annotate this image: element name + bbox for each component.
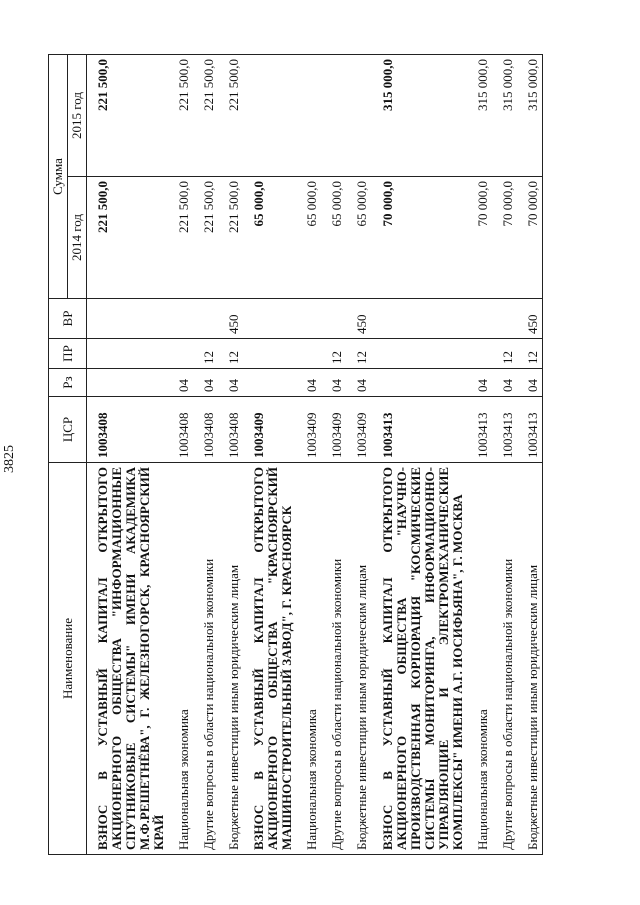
row-csr: 1003409 bbox=[353, 397, 371, 463]
header-pr: ПР bbox=[49, 339, 87, 369]
row-rz: 04 bbox=[225, 369, 243, 397]
row-rz bbox=[94, 369, 168, 397]
row-name: ВЗНОС В УСТАВНЫЙ КАПИТАЛ ОТКРЫТОГО АКЦИОНЕРНОГО ОБЩЕСТВА "ИНФОРМАЦИОННЫЕ СПУТНИКОВЫЕ СИСТЕМЫ" ИМЕНИ АКАДЕМИКА М.Ф.РЕШЕТНЁВА", Г. ЖЕЛЕЗНОГОРСК, КРАСНОЯРСКИЙ КРАЙ bbox=[94, 463, 168, 855]
row-vr bbox=[328, 299, 346, 339]
row-csr: 1003409 bbox=[250, 397, 296, 463]
table-row bbox=[379, 55, 467, 855]
row-name: Другие вопросы в области национальной экономики bbox=[200, 463, 218, 855]
row-csr: 1003413 bbox=[379, 397, 467, 463]
row-vr bbox=[200, 299, 218, 339]
row-name: Национальная экономика bbox=[303, 463, 321, 855]
page-number: 3825 bbox=[2, 445, 17, 473]
header-2015: 2015 год bbox=[68, 55, 87, 177]
table-row bbox=[328, 55, 346, 855]
row-rz bbox=[250, 369, 296, 397]
table-row bbox=[200, 55, 218, 855]
row-vr bbox=[94, 299, 168, 339]
row-2015 bbox=[328, 55, 346, 177]
budget-table bbox=[48, 54, 543, 855]
row-vr: 450 bbox=[225, 299, 243, 339]
row-2015 bbox=[250, 55, 296, 177]
table-row bbox=[225, 55, 243, 855]
table-row bbox=[499, 55, 517, 855]
row-name: Бюджетные инвестиции иным юридическим лицам bbox=[524, 463, 543, 855]
row-name: Другие вопросы в области национальной экономики bbox=[499, 463, 517, 855]
row-2014: 70 000,0 bbox=[499, 177, 517, 299]
row-pr: 12 bbox=[200, 339, 218, 369]
row-csr: 1003409 bbox=[303, 397, 321, 463]
rotated-sheet bbox=[48, 55, 608, 855]
row-rz: 04 bbox=[175, 369, 193, 397]
header-csr: ЦСР bbox=[49, 397, 87, 463]
row-vr bbox=[474, 299, 492, 339]
row-pr: 12 bbox=[225, 339, 243, 369]
header-sum: Сумма bbox=[49, 55, 68, 299]
row-2014: 221 500,0 bbox=[175, 177, 193, 299]
row-pr bbox=[474, 339, 492, 369]
row-name: ВЗНОС В УСТАВНЫЙ КАПИТАЛ ОТКРЫТОГО АКЦИОНЕРНОГО ОБЩЕСТВА "НАУЧНО-ПРОИЗВОДСТВЕННАЯ КОРПОРАЦИЯ "КОСМИЧЕСКИЕ СИСТЕМЫ МОНИТОРИНГА, ИНФОРМАЦИОННО-УПРАВЛЯЮЩИЕ И ЭЛЕКТРОМЕХАНИЧЕСКИЕ КОМПЛЕКСЫ" ИМЕНИ А.Г. ИОСИФЬЯНА", Г. МОСКВА bbox=[379, 463, 467, 855]
row-2014: 221 500,0 bbox=[225, 177, 243, 299]
row-vr: 450 bbox=[353, 299, 371, 339]
table-row bbox=[524, 55, 543, 855]
row-csr: 1003413 bbox=[499, 397, 517, 463]
table-row bbox=[175, 55, 193, 855]
row-2014: 65 000,0 bbox=[303, 177, 321, 299]
row-pr bbox=[94, 339, 168, 369]
table-row bbox=[94, 55, 168, 855]
row-name: Бюджетные инвестиции иным юридическим лицам bbox=[353, 463, 371, 855]
row-2014: 65 000,0 bbox=[353, 177, 371, 299]
row-2015: 315 000,0 bbox=[474, 55, 492, 177]
row-2015: 315 000,0 bbox=[379, 55, 467, 177]
row-rz: 04 bbox=[474, 369, 492, 397]
row-2015: 221 500,0 bbox=[94, 55, 168, 177]
row-name: ВЗНОС В УСТАВНЫЙ КАПИТАЛ ОТКРЫТОГО АКЦИОНЕРНОГО ОБЩЕСТВА "КРАСНОЯРСКИЙ МАШИНОСТРОИТЕЛЬНЫЙ ЗАВОД", Г. КРАСНОЯРСК bbox=[250, 463, 296, 855]
row-pr bbox=[379, 339, 467, 369]
row-rz: 04 bbox=[499, 369, 517, 397]
row-rz: 04 bbox=[353, 369, 371, 397]
header-rz: Рз bbox=[49, 369, 87, 397]
row-2014: 70 000,0 bbox=[524, 177, 543, 299]
row-2014: 221 500,0 bbox=[200, 177, 218, 299]
row-name: Бюджетные инвестиции иным юридическим лицам bbox=[225, 463, 243, 855]
row-csr: 1003408 bbox=[94, 397, 168, 463]
row-rz: 04 bbox=[524, 369, 543, 397]
row-2015 bbox=[303, 55, 321, 177]
row-vr bbox=[175, 299, 193, 339]
header-name: Наименование bbox=[49, 463, 87, 855]
row-name: Национальная экономика bbox=[474, 463, 492, 855]
row-name: Другие вопросы в области национальной экономики bbox=[328, 463, 346, 855]
row-rz: 04 bbox=[303, 369, 321, 397]
row-csr: 1003413 bbox=[524, 397, 543, 463]
row-pr: 12 bbox=[524, 339, 543, 369]
header-2014: 2014 год bbox=[68, 177, 87, 299]
row-vr bbox=[303, 299, 321, 339]
row-pr bbox=[175, 339, 193, 369]
row-rz bbox=[379, 369, 467, 397]
table-row bbox=[303, 55, 321, 855]
row-name: Национальная экономика bbox=[175, 463, 193, 855]
header-vr: ВР bbox=[49, 299, 87, 339]
table-row bbox=[353, 55, 371, 855]
row-2014: 70 000,0 bbox=[474, 177, 492, 299]
row-pr: 12 bbox=[353, 339, 371, 369]
row-vr bbox=[499, 299, 517, 339]
row-rz: 04 bbox=[328, 369, 346, 397]
row-2014: 65 000,0 bbox=[328, 177, 346, 299]
row-pr bbox=[250, 339, 296, 369]
row-2015: 315 000,0 bbox=[499, 55, 517, 177]
row-csr: 1003408 bbox=[175, 397, 193, 463]
row-csr: 1003409 bbox=[328, 397, 346, 463]
table-row bbox=[250, 55, 296, 855]
row-2014: 65 000,0 bbox=[250, 177, 296, 299]
row-2015 bbox=[353, 55, 371, 177]
row-csr: 1003408 bbox=[225, 397, 243, 463]
row-csr: 1003408 bbox=[200, 397, 218, 463]
row-2015: 221 500,0 bbox=[225, 55, 243, 177]
table-row bbox=[474, 55, 492, 855]
row-2015: 315 000,0 bbox=[524, 55, 543, 177]
row-vr: 450 bbox=[524, 299, 543, 339]
row-pr: 12 bbox=[328, 339, 346, 369]
row-pr bbox=[303, 339, 321, 369]
row-rz: 04 bbox=[200, 369, 218, 397]
row-2015: 221 500,0 bbox=[200, 55, 218, 177]
row-2014: 221 500,0 bbox=[94, 177, 168, 299]
row-2015: 221 500,0 bbox=[175, 55, 193, 177]
row-csr: 1003413 bbox=[474, 397, 492, 463]
row-vr bbox=[250, 299, 296, 339]
row-pr: 12 bbox=[499, 339, 517, 369]
row-2014: 70 000,0 bbox=[379, 177, 467, 299]
row-vr bbox=[379, 299, 467, 339]
